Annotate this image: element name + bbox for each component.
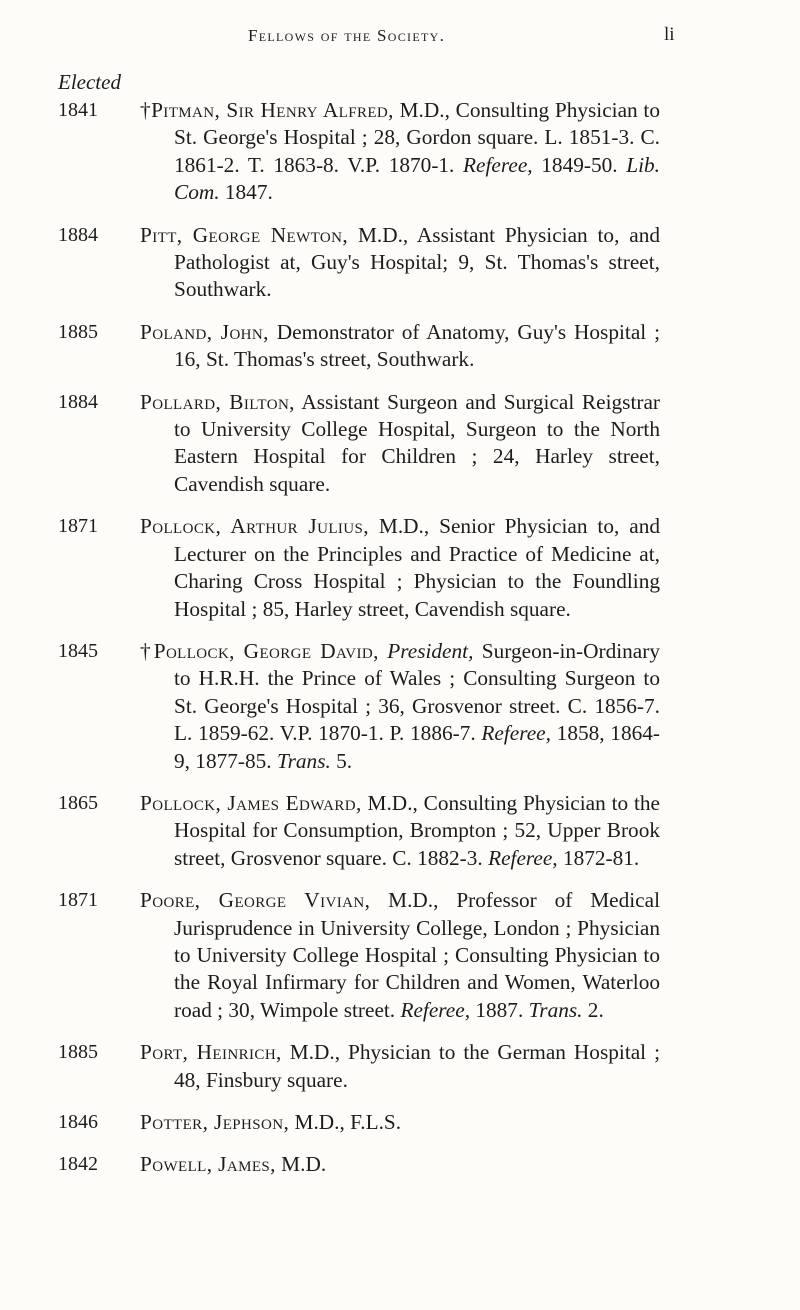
elected-year: 1842 xyxy=(58,1153,98,1176)
fellow-details: 1849-50. xyxy=(532,152,627,177)
dagger-mark: † xyxy=(140,638,154,663)
fellow-entry xyxy=(0,790,660,872)
elected-year: 1846 xyxy=(58,1111,98,1133)
elected-year: 1865 xyxy=(58,791,98,814)
fellow-details: 2. xyxy=(582,997,604,1022)
elected-column-label: Elected xyxy=(58,70,121,94)
italic-note: Trans. xyxy=(528,997,583,1022)
fellow-text xyxy=(140,222,660,304)
elected-year: 1885 xyxy=(58,320,98,343)
fellow-name: Pitt, George Newton, xyxy=(140,222,349,247)
elected-year: 1884 xyxy=(58,390,98,413)
fellow-details: Surgeon-in-Ordinary to H.R.H. the Prince of Wales ; Consulting Surgeon to St. George's Hospital ; 36, Grosvenor street. C. 1856-7. L. 1859-62. V.P. 1870-1. P. 1886-7. xyxy=(174,638,660,746)
fellow-text xyxy=(140,97,660,207)
dagger-mark: † xyxy=(140,98,152,122)
elected-year: 1841 xyxy=(58,99,98,121)
elected-year: 1871 xyxy=(58,515,98,538)
fellow-name: Poland, John, xyxy=(140,319,269,344)
fellow-name: Powell, James, xyxy=(140,1152,276,1177)
elected-year: 1871 xyxy=(58,889,98,912)
fellow-text xyxy=(140,1039,660,1094)
fellow-details xyxy=(379,639,387,663)
running-head: Fellows of the Society. xyxy=(248,26,446,45)
fellow-entry xyxy=(0,1151,660,1178)
fellow-details: Assistant Surgeon and Surgical Reigstrar to University College Hospital, Surgeon to the North Eastern Hospital for Children ; 24, Harley street, Cavendish square. xyxy=(174,389,660,496)
italic-note: President, xyxy=(387,638,474,663)
elected-year: 1845 xyxy=(58,639,98,662)
fellow-name: Potter, Jephson, xyxy=(140,1110,290,1134)
italic-note: Referee, xyxy=(488,845,558,870)
fellow-name: Pitman, Sir Henry Alfred, xyxy=(151,98,394,122)
fellow-text xyxy=(140,389,660,499)
fellow-name: Pollard, Bilton, xyxy=(140,389,295,414)
italic-note: Referee, xyxy=(481,721,551,746)
page-header xyxy=(0,26,800,56)
fellow-details: 1887. xyxy=(470,997,529,1022)
fellow-entry xyxy=(0,513,660,623)
fellow-name: Poore, George Vivian, xyxy=(140,888,371,913)
italic-note: Lib. Com. xyxy=(174,152,660,205)
fellow-details: M.D., Professor of Medical Jurisprudence in University College, London ; Physician to University College Hospital ; Consulting Physician to the Royal Infirmary for Children and Women, Waterloo road ; 30, Wimpole street. xyxy=(174,888,660,1022)
italic-note: Referee, xyxy=(463,152,533,177)
fellow-entry xyxy=(0,887,660,1024)
fellow-details: M.D., Assistant Physician to, and Pathologist at, Guy's Hospital; 9, St. Thomas's street, Southwark. xyxy=(174,222,660,302)
fellow-text xyxy=(140,1109,660,1136)
fellow-details: Demonstrator of Anatomy, Guy's Hospital ; 16, St. Thomas's street, Southwark. xyxy=(174,319,661,372)
fellow-details: M.D., Consulting Physician to the Hospital for Consumption, Brompton ; 52, Upper Brook street, Grosvenor square. C. 1882-3. xyxy=(174,790,660,870)
elected-year: 1884 xyxy=(58,223,98,246)
fellow-text xyxy=(140,638,660,775)
fellow-name: Pollock, Arthur Julius, xyxy=(140,514,369,539)
fellow-details: M.D., Senior Physician to, and Lecturer on the Principles and Practice of Medicine at, Charing Cross Hospital ; Physician to the Foundling Hospital ; 85, Harley street, Cavendish square. xyxy=(174,514,660,621)
fellow-details: M.D., Physician to the German Hospital ; 48, Finsbury square. xyxy=(174,1040,660,1092)
fellow-details: M.D., F.L.S. xyxy=(289,1110,402,1134)
fellow-name: Pollock, James Edward, xyxy=(140,790,362,815)
fellow-details: 1872-81. xyxy=(557,845,640,870)
fellow-details: 1847. xyxy=(219,180,273,205)
fellows-list xyxy=(0,97,800,1194)
fellow-entry xyxy=(0,222,660,304)
fellow-text xyxy=(140,513,660,623)
fellow-entry xyxy=(0,97,660,207)
fellow-name: Port, Heinrich, xyxy=(140,1040,282,1065)
elected-year: 1885 xyxy=(58,1041,98,1064)
fellow-details: 1858, 1864-9, 1877-85. xyxy=(174,721,660,773)
fellow-text xyxy=(140,1151,660,1178)
fellow-entry xyxy=(0,1039,660,1094)
fellow-details: M.D., Consulting Physician to St. George's Hospital ; 28, Gordon square. L. 1851-3. C. 1861-2. T. 1863-8. V.P. 1870-1. xyxy=(174,98,660,177)
fellow-text xyxy=(140,790,660,872)
italic-note: Trans. xyxy=(276,748,331,773)
fellow-text xyxy=(140,319,660,374)
fellow-details: M.D. xyxy=(275,1152,327,1177)
fellow-details: 5. xyxy=(330,748,353,773)
fellow-text xyxy=(140,887,660,1024)
fellow-name: Pollock, George David, xyxy=(153,638,379,663)
fellow-entry xyxy=(0,319,660,374)
fellow-entry xyxy=(0,1109,660,1136)
fellow-entry xyxy=(0,638,660,775)
page-number: li xyxy=(664,24,675,45)
italic-note: Referee, xyxy=(400,997,471,1022)
fellow-entry xyxy=(0,389,660,499)
